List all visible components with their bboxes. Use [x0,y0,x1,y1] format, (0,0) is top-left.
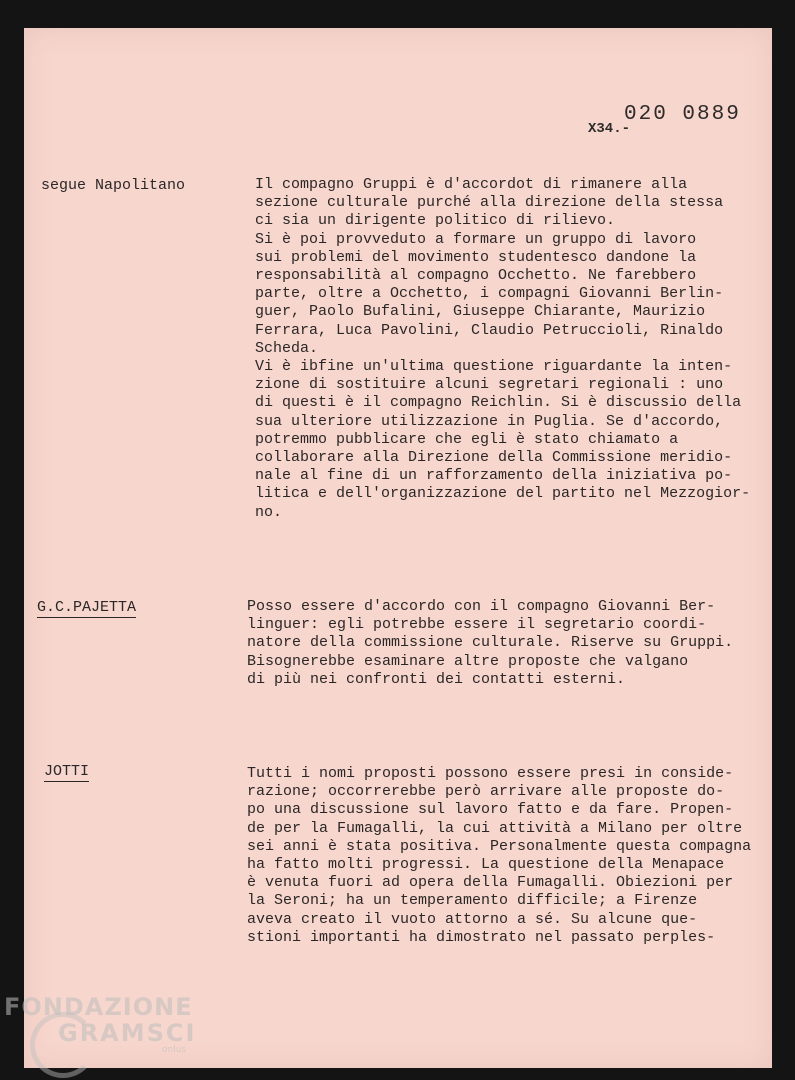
paragraph-napolitano: Il compagno Gruppi è d'accordot di rimanere alla sezione culturale purché alla direzione della stessa ci sia un dirigente politico di rilievo. Si è poi provveduto a formare un gruppo di lavoro sui problemi del movimento studentesco dandone la responsabilità al compagno Occhetto. Ne farebbero parte, oltre a Occhetto, i compagni Giovanni Berlin- guer, Paolo Bufalini, Giuseppe Chiarante, Maurizio Ferrara, Luca Pavolini, Claudio Petruccioli, Rinaldo Scheda. Vi è ibfine un'ultima questione riguardante la inten- zione di sostituire alcuni segretari regionali : uno di questi è il compagno Reichlin. Si è discussio della sua ulteriore utilizzazione in Puglia. Se d'accordo, potremmo pubblicare che egli è stato chiamato a collaborare alla Direzione della Commissione meridio- nale al fine di un rafforzamento della iniziativa po- litica e dell'organizzazione del partito nel Mezzogior- no. [255,176,751,521]
paragraph-jotti: Tutti i nomi proposti possono essere presi in conside- razione; occorrerebbe però arrivare alle proposte do- po una discussione sul lavoro fatto e da fare. Propen- de per la Fumagalli, la cui attività a Milano per oltre sei anni è stata positiva. Personalmente questa compagna ha fatto molti progressi. La questione della Menapace è venuta fuori ad opera della Fumagalli. Obiezioni per la Seroni; ha un temperamento difficile; a Firenze aveva creato il vuoto attorno a sé. Su alcune que- stioni importanti ha dimostrato nel passato perples- [247,765,752,946]
watermark-line2: GRAMSCI [58,1019,197,1047]
speaker-jotti: JOTTI [44,763,90,780]
speaker-pajetta: G.C.PAJETTA [37,599,137,616]
watermark-line1: FONDAZIONE [4,993,193,1021]
paragraph-pajetta: Posso essere d'accordo con il compagno Giovanni Ber- linguer: egli potrebbe essere il segretario coordi- natore della commissione culturale. Riserve su Gruppi. Bisognerebbe esaminare altre proposte che valgano di più nei confronti dei contatti esterni. [247,598,734,688]
watermark-line3: onlus [162,1045,187,1055]
archive-number: 020 0889 [624,103,741,126]
speaker-napolitano: segue Napolitano [41,177,186,194]
watermark [4,993,196,1055]
document-code: X34.- [588,121,631,137]
document-page [24,28,772,1068]
